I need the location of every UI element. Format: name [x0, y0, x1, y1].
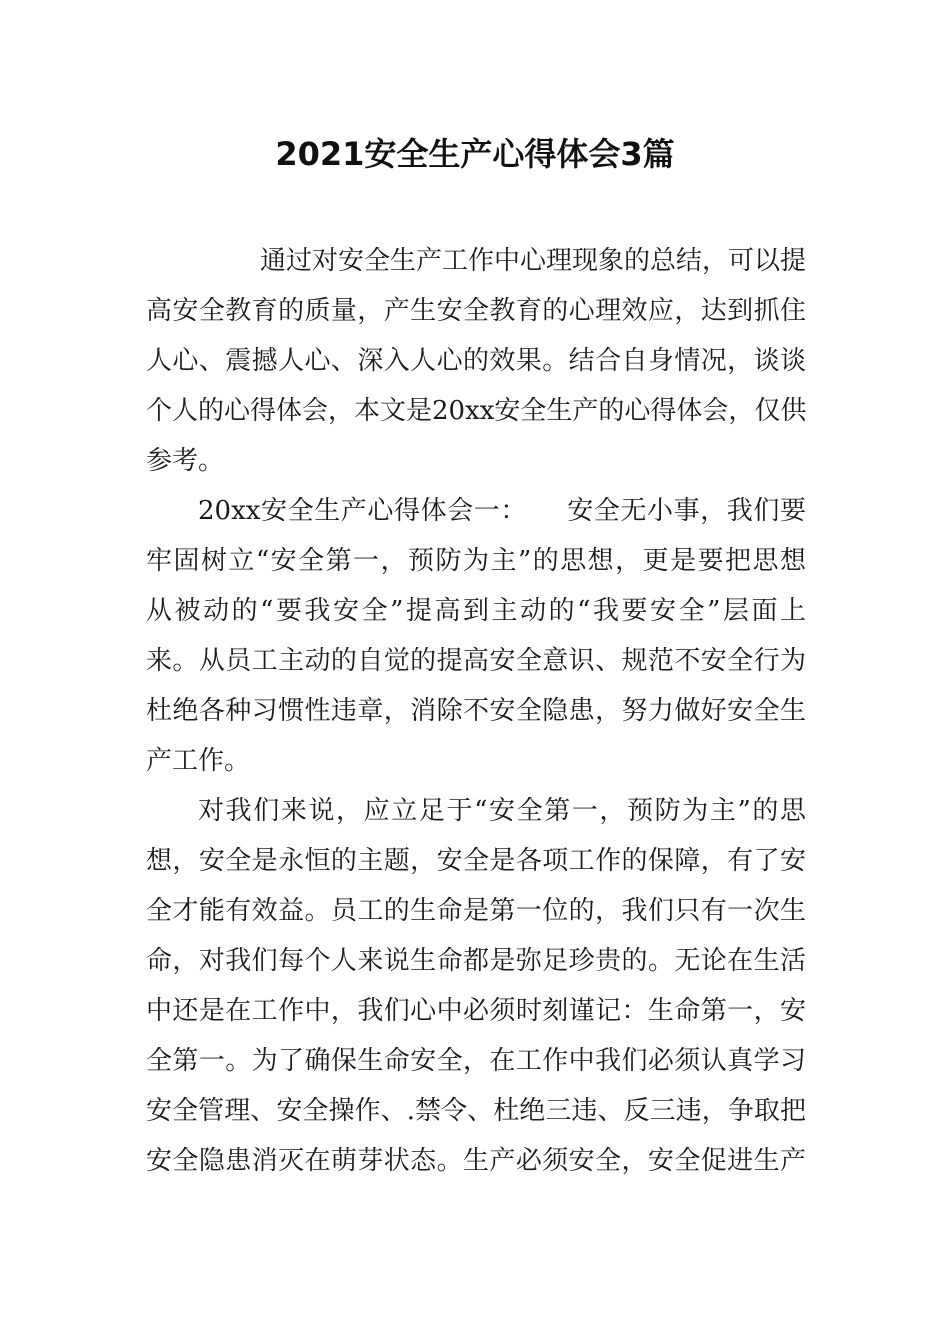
text-line: 从被动的“要我安全”提高到主动的“我要安全”层面上: [146, 596, 806, 626]
text-line: 全才能有效益。员工的生命是第一位的，我们只有一次生: [146, 896, 806, 926]
text-line: 参考。: [146, 446, 225, 476]
text-line: 想，安全是永恒的主题，安全是各项工作的保障，有了安: [146, 846, 806, 876]
text-line: 个人的心得体会，本文是20xx安全生产的心得体会，仅供: [146, 396, 807, 426]
text-line: 产工作。: [146, 746, 251, 776]
document-body: [146, 236, 806, 1186]
text-line: 20xx安全生产心得体会一： 安全无小事，我们要: [198, 496, 806, 526]
text-line: 对我们来说，应立足于“安全第一，预防为主”的思: [198, 796, 806, 826]
text-line: 杜绝各种习惯性违章，消除不安全隐患，努力做好安全生: [146, 696, 806, 726]
text-line: 牢固树立“安全第一，预防为主”的思想，更是要把思想: [146, 546, 806, 576]
document-title: 2021安全生产心得体会3篇: [275, 135, 675, 173]
text-line: 命，对我们每个人来说生命都是弥足珍贵的。无论在生活: [146, 946, 806, 976]
text-line: 通过对安全生产工作中心理现象的总结，可以提: [260, 246, 807, 276]
text-line: 人心、震撼人心、深入人心的效果。结合自身情况，谈谈: [146, 346, 806, 376]
text-line: 安全管理、安全操作、.禁令、杜绝三违、反三违，争取把: [146, 1096, 806, 1126]
text-line: 高安全教育的质量，产生安全教育的心理效应，达到抓住: [146, 296, 806, 326]
text-line: 安全隐患消灭在萌芽状态。生产必须安全，安全促进生产: [146, 1146, 806, 1176]
text-line: 中还是在工作中，我们心中必须时刻谨记：生命第一，安: [146, 996, 806, 1026]
text-line: 来。从员工主动的自觉的提高安全意识、规范不安全行为: [146, 646, 806, 676]
text-line: 全第一。为了确保生命安全，在工作中我们必须认真学习: [146, 1046, 806, 1076]
